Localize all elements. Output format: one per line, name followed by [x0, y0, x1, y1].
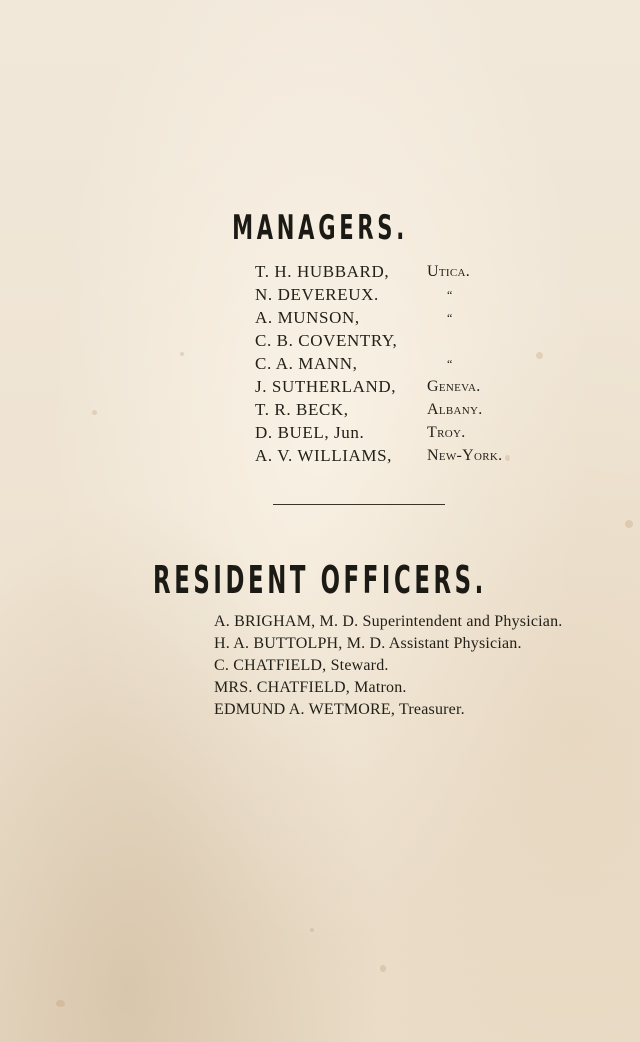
manager-name: T. H. HUBBARD,: [255, 262, 390, 281]
managers-heading: MANAGERS.: [232, 208, 408, 248]
manager-row: [255, 283, 555, 307]
manager-row: [255, 352, 555, 376]
manager-row: [255, 375, 555, 399]
manager-name: A. MUNSON,: [255, 308, 360, 327]
manager-place: Utica.: [427, 263, 471, 280]
manager-place: New-York.: [427, 447, 503, 464]
manager-row: [255, 329, 555, 353]
paper-stain: [380, 965, 386, 972]
paper-stain: [92, 410, 97, 415]
manager-name: C. B. COVENTRY,: [255, 331, 398, 350]
paper-stain: [180, 352, 184, 356]
manager-row: [255, 444, 555, 468]
manager-name: J. SUTHERLAND,: [255, 377, 397, 396]
manager-name: N. DEVEREUX.: [255, 285, 379, 304]
manager-name: C. A. MANN,: [255, 354, 358, 373]
officer-line: MRS. CHATFIELD, Matron.: [214, 679, 407, 696]
manager-place-ditto: “: [447, 288, 453, 302]
manager-place-ditto: “: [447, 311, 453, 325]
manager-row: [255, 306, 555, 330]
manager-name: A. V. WILLIAMS,: [255, 446, 392, 465]
paper-stain: [310, 928, 314, 932]
officer-line: C. CHATFIELD, Steward.: [214, 657, 389, 674]
officer-line: A. BRIGHAM, M. D. Superintendent and Physician.: [214, 613, 563, 630]
paper-stain: [625, 520, 633, 528]
manager-row: [255, 260, 555, 284]
manager-name: D. BUEL, Jun.: [255, 423, 365, 442]
manager-row: [255, 421, 555, 445]
manager-place: Troy.: [427, 424, 466, 441]
officer-line: H. A. BUTTOLPH, M. D. Assistant Physician.: [214, 635, 522, 652]
manager-place: Albany.: [427, 401, 483, 418]
paper-stain: [56, 1000, 65, 1007]
manager-row: [255, 398, 555, 422]
officer-line: EDMUND A. WETMORE, Treasurer.: [214, 701, 465, 718]
manager-place: Geneva.: [427, 378, 481, 395]
section-divider: [273, 504, 445, 505]
manager-place-ditto: “: [447, 357, 453, 371]
manager-name: T. R. BECK,: [255, 400, 349, 419]
resident-officers-heading: RESIDENT OFFICERS.: [153, 558, 487, 602]
